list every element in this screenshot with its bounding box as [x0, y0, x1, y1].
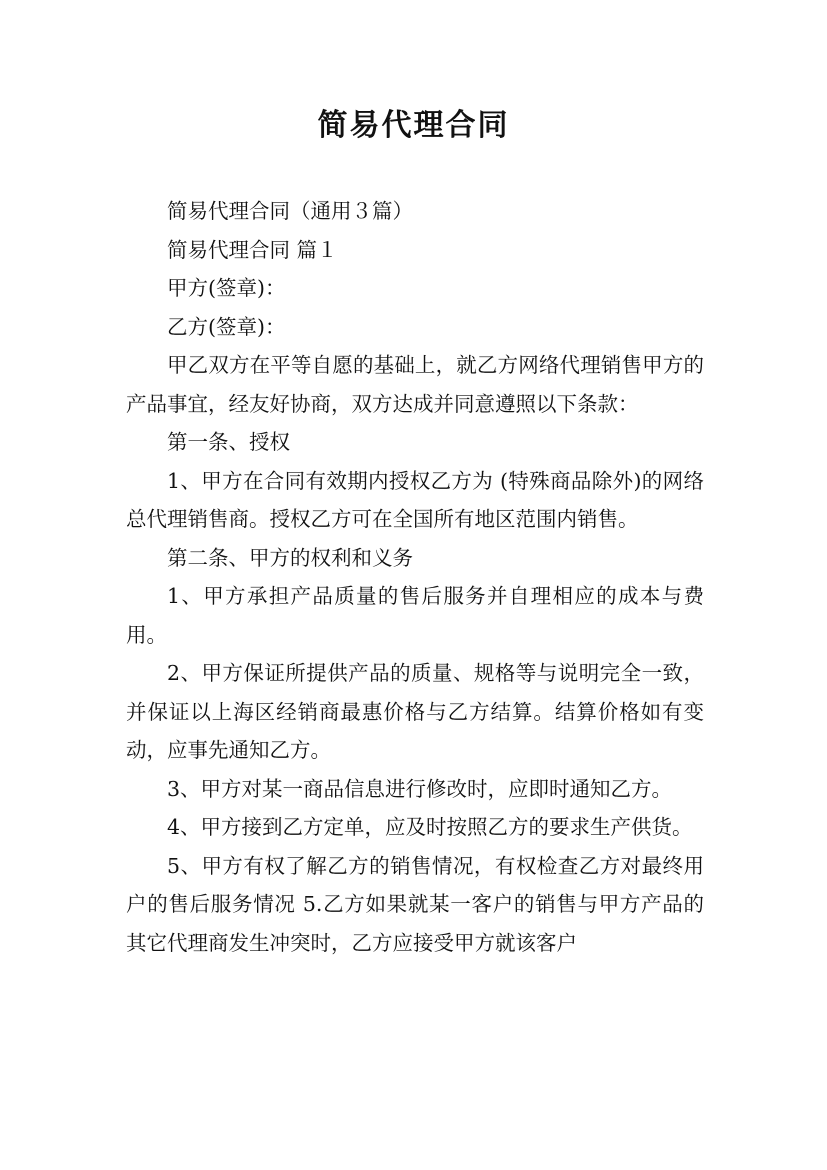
paragraph-party-b-signature: 乙方(签章)： [167, 314, 286, 339]
paragraph-heading-general: 简易代理合同（通用３篇） [167, 199, 413, 223]
paragraph-part-1: 简易代理合同 篇１ [167, 237, 338, 262]
paragraph-article-1-item-1: 1、甲方在合同有效期内授权乙方为 (特殊商品除外)的网络总代理销售商。授权乙方可在全国所有地区范围内销售。 [126, 468, 704, 531]
paragraph-article-1-heading: 第一条、授权 [167, 430, 290, 454]
paragraph-intro: 甲乙双方在平等自愿的基础上，就乙方网络代理销售甲方的产品事宜，经友好协商，双方达成并同意遵照以下条款： [126, 353, 704, 416]
paragraph-article-2-item-5: 5、甲方有权了解乙方的销售情况，有权检查乙方对最终用户的售后服务情况 5.乙方如果就某一客户的销售与甲方产品的其它代理商发生冲突时，乙方应接受甲方就该客户 [126, 853, 704, 955]
paragraph-article-2-item-2: 2、甲方保证所提供产品的质量、规格等与说明完全一致，并保证以上海区经销商最惠价格与乙方结算。结算价格如有变动，应事先通知乙方。 [126, 661, 704, 762]
paragraph-article-2-item-1: 1、甲方承担产品质量的售后服务并自理相应的成本与费用。 [126, 584, 704, 647]
document-title: 简易代理合同 [317, 108, 510, 143]
paragraph-party-a-signature: 甲方(签章)： [167, 276, 286, 300]
paragraph-article-2-heading: 第二条、甲方的权利和义务 [167, 545, 413, 570]
paragraph-article-2-item-4: 4、甲方接到乙方定单，应及时按照乙方的要求生产供货。 [167, 815, 693, 839]
paragraph-article-2-item-3: 3、甲方对某一商品信息进行修改时，应即时通知乙方。 [167, 776, 673, 801]
document-body [126, 192, 704, 962]
